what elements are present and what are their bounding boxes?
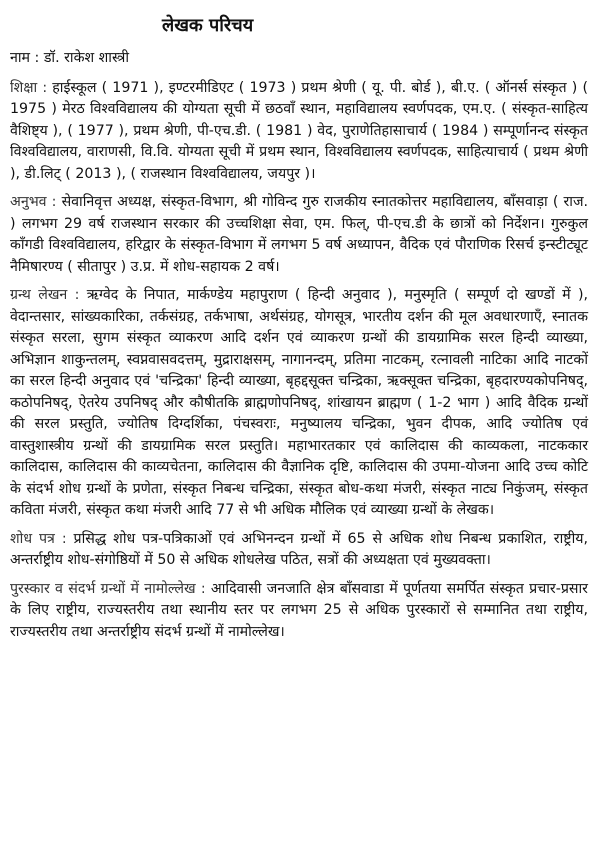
experience-paragraph bbox=[10, 192, 588, 278]
writing-paragraph bbox=[10, 285, 588, 522]
education-paragraph bbox=[10, 78, 588, 186]
education-text: हाईस्कूल ( 1971 ), इण्टरमीडिएट ( 1973 ) प्रथम श्रेणी ( यू. पी. बोर्ड ), बी.ए. ( ऑनर्स संस्कृत ) ( 1975 ) मेरठ विश्वविद्यालय की योग्यता सूची में छठवाँ स्थान, महाविद्यालय स्वर्णपदक, एम.ए. ( संस्कृत-साहित्य वैशिष्ट्य ), ( 1977 ), प्रथम श्रेणी, पी-एच.डी. ( 1981 ) वेद, पुराणेतिहासाचार्य ( 1984 ) सम्पूर्णानन्द संस्कृत विश्वविद्यालय, वाराणसी, वि.वि. योग्यता सूची में प्रथम स्थान, विश्वविद्यालय स्वर्णपदक, साहित्याचार्य ( प्रथम श्रेणी ), डी.लिट् ( 2013 ), ( राजस्थान विश्वविद्यालय, जयपुर )। bbox=[10, 79, 589, 182]
page-title: लेखक परिचय bbox=[162, 15, 254, 36]
writing-text: ऋग्वेद के निपात, मार्कण्डेय महापुराण ( हिन्दी अनुवाद ), मनुस्मृति ( सम्पूर्ण दो खण्डों में ), वेदान्तसार, सांख्यकारिका, तर्कसंग्रह, तर्कभाषा, अर्थसंग्रह, योगसूत्र, भारतीय दर्शन की मूल अवधारणाएँ, स्नातक संस्कृत सरला, सुगम संस्कृत व्याकरण आदि दर्शन एवं व्याकरण ग्रन्थों की डायग्रामिक सरल हिन्दी व्याख्या, अभिज्ञान शाकुन्तलम्, स्वप्नवासवदत्तम्, मुद्राराक्षसम्, नागानन्दम्, प्रतिमा नाटकम्, रत्नावली नाटिका आदि नाटकों का सरल हिन्दी अनुवाद एवं 'चन्द्रिका' हिन्दी व्याख्या, बृहद्दसूक्त चन्द्रिका, ऋक्सूक्त चन्द्रिका, बृहदारण्यकोपनिषद्, कठोपनिषद्, ऐतरेय उपनिषद् और कौषीतकि ब्राह्मणोपनिषद्, शांखायन ब्राह्मण ( 1-2 भाग ) आदि वैदिक ग्रन्थों की सरल प्रस्तुति, ज्योतिष दिग्दर्शिका, पंचस्वराः, मनुष्यालय चन्द्रिका, भुवन दीपक, आदि ज्योतिष एवं वास्तुशास्त्रीय ग्रन्थों की डायग्रामिक सरल प्रस्तुति। महाभारतकार एवं कालिदास की काव्यकला, नाटककार कालिदास, कालिदास की काव्यचेतना, कालिदास की वैज्ञानिक दृष्टि, कालिदास की उपमा-योजना आदि उच्च कोटि के संदर्भ शोध ग्रन्थों के प्रणेता, संस्कृत निबन्ध चन्द्रिका, संस्कृत बोध-कथा मंजरी, संस्कृत नाट्य निकुंजम्, संस्कृत कविता मंजरी, संस्कृत कथा मंजरी आदि 77 से भी अधिक मौलिक एवं व्याख्या ग्रन्थों के लेखक। bbox=[10, 287, 588, 518]
writing-label: ग्रन्थ लेखन : bbox=[10, 287, 80, 303]
research-text: प्रसिद्ध शोध पत्र-पत्रिकाओं एवं अभिनन्दन ग्रन्थों में 65 से अधिक शोध निबन्ध प्रकाशित, राष्ट्रीय, अन्तर्राष्ट्रीय शोध-संगोष्ठियों में 50 से अधिक शोधलेख पठित, सत्रों की अध्यक्षता एवं मुख्यवक्ता। bbox=[10, 530, 588, 568]
awards-label: पुरस्कार व संदर्भ ग्रन्थों में नामोल्लेख : bbox=[10, 580, 206, 597]
research-label: शोध पत्र : bbox=[10, 530, 67, 547]
author-name-line: नाम : डॉ. राकेश शास्त्री bbox=[10, 50, 129, 66]
education-label: शिक्षा : bbox=[10, 79, 48, 96]
awards-text: आदिवासी जनजाति क्षेत्र बाँसवाडा में पूर्णतया समर्पित संस्कृत प्रचार-प्रसार के लिए राष्ट्रीय, राज्यस्तरीय तथा स्थानीय स्तर पर लगभग 25 से अधिक पुरस्कारों से सम्मानित तथा राष्ट्रीय, राज्यस्तरीय तथा अन्तर्राष्ट्रीय संदर्भ ग्रन्थों में नामोल्लेख। bbox=[10, 580, 588, 640]
research-paragraph bbox=[10, 529, 588, 572]
awards-paragraph bbox=[10, 579, 588, 644]
experience-text: सेवानिवृत्त अध्यक्ष, संस्कृत-विभाग, श्री गोविन्द गुरु राजकीय स्नातकोत्तर महाविद्यालय, बाँसवाड़ा ( राज. ) लगभग 29 वर्ष राजस्थान सरकार की उच्चशिक्षा सेवा, एम. फिल्, पी-एच.डी के छात्रों को निर्देशन। गुरुकुल काँगडी विश्वविद्यालय, हरिद्वार के संस्कृत-विभाग में लगभग 5 वर्ष अध्यापन, वैदिक एवं पौराणिक रिसर्च इन्स्टीट्यूट नैमिषारण्य ( सीतापुर ) उ.प्र. में शोध-सहायक 2 वर्ष। bbox=[10, 194, 588, 275]
experience-label: अनुभव : bbox=[10, 194, 57, 210]
